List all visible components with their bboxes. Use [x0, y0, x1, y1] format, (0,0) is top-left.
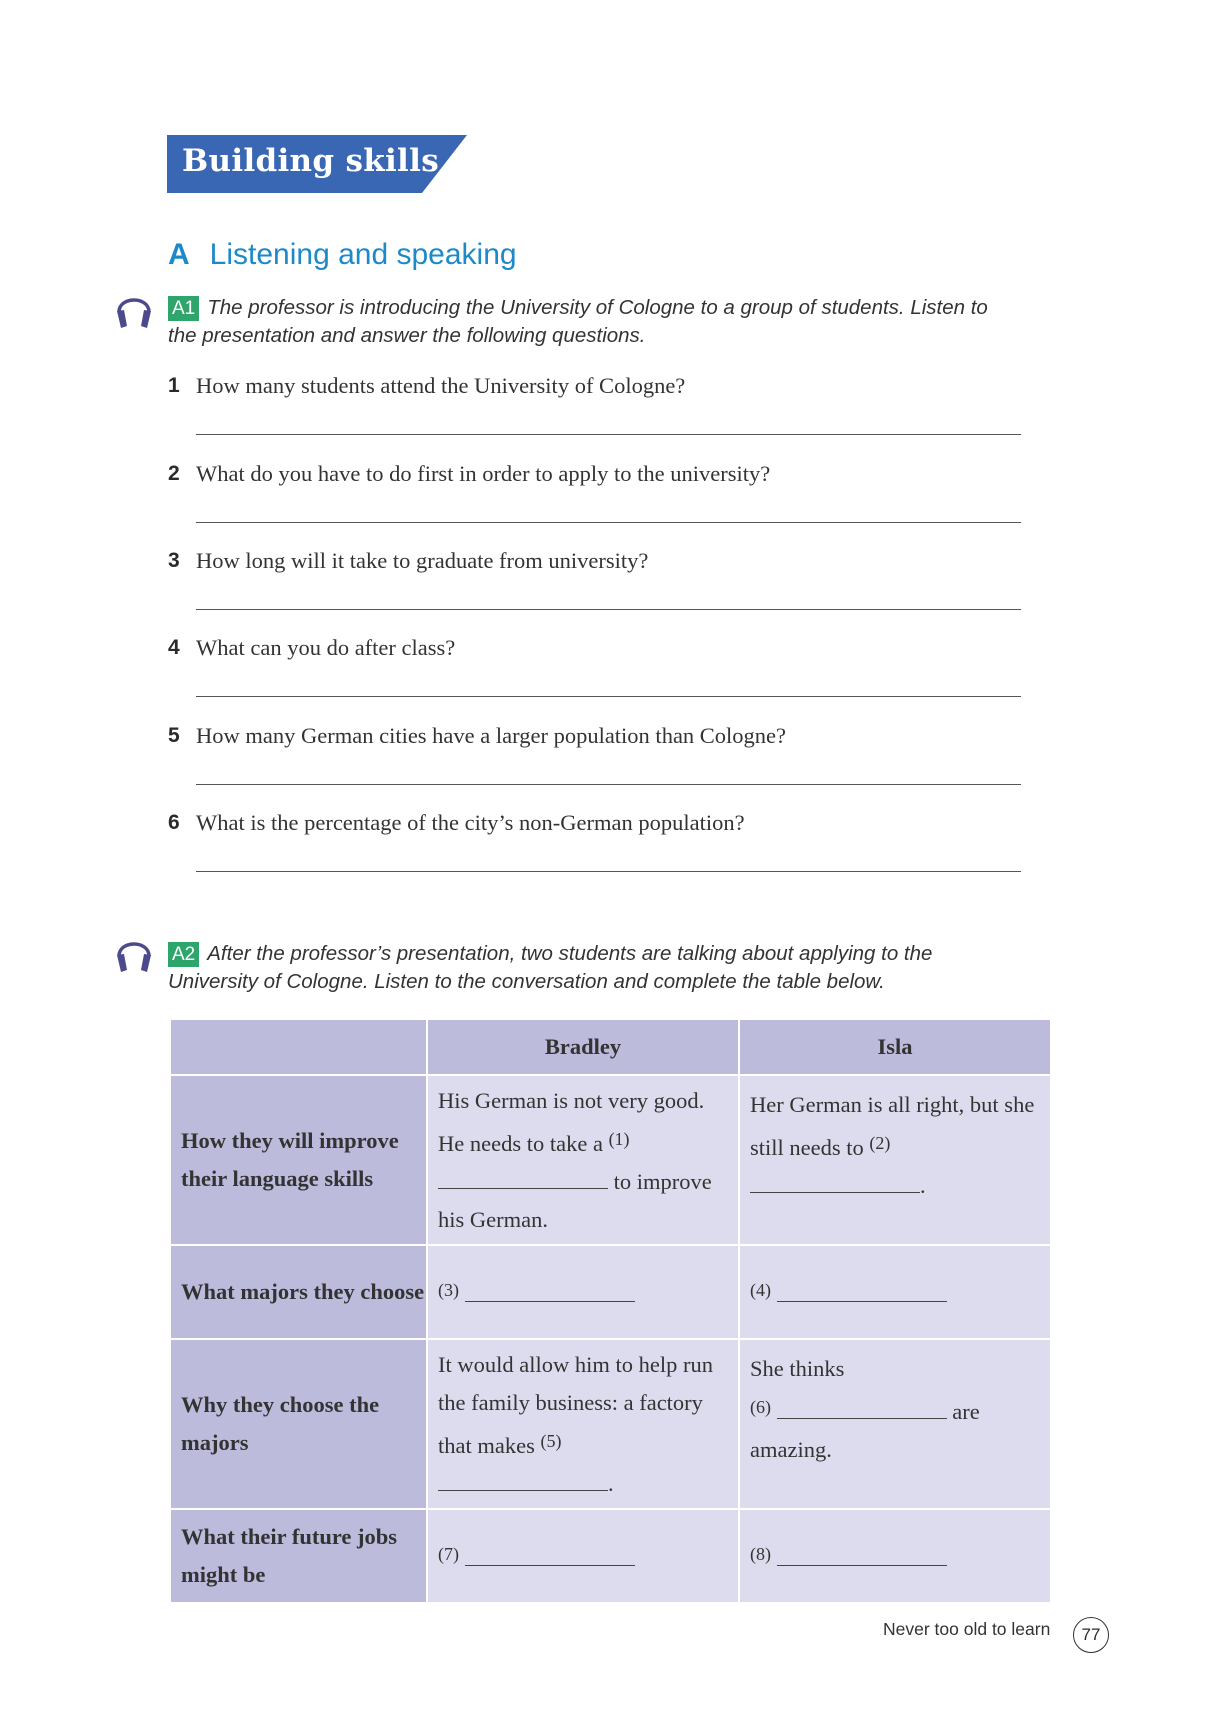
question-text: How many German cities have a larger population than Cologne?	[196, 723, 787, 748]
answer-line[interactable]	[196, 609, 1021, 610]
bradley-cell	[427, 1509, 739, 1603]
row-header: Why they choose the majors	[170, 1339, 427, 1509]
bradley-cell	[427, 1075, 739, 1245]
column-header-isla: Isla	[739, 1019, 1051, 1075]
blank-number: (6)	[750, 1397, 771, 1417]
headphones-icon	[114, 286, 154, 330]
question-number: 5	[168, 724, 180, 747]
banner-title: Building skills	[182, 143, 439, 179]
headphones-icon	[114, 930, 154, 974]
question-number: 2	[168, 462, 180, 485]
page-number: 77	[1073, 1617, 1109, 1653]
question-text: How long will it take to graduate from university?	[196, 548, 649, 573]
table-row	[170, 1339, 1051, 1509]
a2-instruction	[168, 940, 968, 996]
a2-tag: A2	[168, 942, 199, 967]
question-number: 6	[168, 811, 180, 834]
isla-cell	[739, 1245, 1051, 1339]
table-header-row	[170, 1019, 1051, 1075]
answer-blank[interactable]	[465, 1277, 635, 1302]
question-text: What can you do after class?	[196, 635, 456, 660]
cell-text: to improve his German.	[438, 1168, 712, 1232]
question-number: 1	[168, 374, 180, 397]
blank-number: (8)	[750, 1543, 771, 1564]
a1-instruction-text: The professor is introducing the University of Cologne to a group of students. Listen to the presentation and answer the following questions.	[168, 296, 988, 347]
blank-number: (3)	[438, 1279, 459, 1300]
answer-blank[interactable]	[438, 1466, 608, 1491]
a1-instruction	[168, 294, 1008, 350]
column-header-bradley: Bradley	[427, 1019, 739, 1075]
cell-text: .	[608, 1470, 614, 1496]
a1-tag: A1	[168, 296, 199, 321]
question-number: 4	[168, 636, 180, 659]
isla-cell	[739, 1075, 1051, 1245]
cell-text: It would allow him to help run the family business: a factory that makes	[438, 1351, 713, 1458]
row-header: What majors they choose	[170, 1245, 427, 1339]
answer-blank[interactable]	[777, 1394, 947, 1419]
section-banner	[167, 135, 467, 193]
table-row	[170, 1245, 1051, 1339]
row-header: What their future jobs might be	[170, 1509, 427, 1603]
table-row	[170, 1075, 1051, 1245]
cell-text: .	[920, 1173, 926, 1198]
cell-text: She thinks	[750, 1356, 845, 1381]
blank-number: (1)	[608, 1128, 630, 1149]
question-number: 3	[168, 549, 180, 572]
answer-line[interactable]	[196, 434, 1021, 435]
answer-line[interactable]	[196, 784, 1021, 785]
question-text: What is the percentage of the city’s non-German population?	[196, 810, 745, 835]
answer-blank[interactable]	[750, 1168, 920, 1193]
table-corner	[170, 1019, 427, 1075]
cell-text: are amazing.	[750, 1399, 980, 1462]
answer-blank[interactable]	[777, 1277, 947, 1302]
section-heading	[168, 238, 517, 272]
answer-blank[interactable]	[777, 1541, 947, 1566]
answer-line[interactable]	[196, 871, 1021, 872]
a2-instruction-text: After the professor’s presentation, two students are talking about applying to the University of Cologne. Listen to the conversation and complete the table below.	[168, 942, 933, 993]
comparison-table	[169, 1018, 1052, 1604]
answer-line[interactable]	[196, 522, 1021, 523]
cell-text: His German is not very good. He needs to take a	[438, 1087, 705, 1156]
cell-text: Her German is all right, but she still needs to	[750, 1092, 1035, 1160]
isla-cell	[739, 1339, 1051, 1509]
table-row	[170, 1509, 1051, 1603]
blank-number: (4)	[750, 1279, 771, 1300]
question-text: What do you have to do first in order to apply to the university?	[196, 461, 771, 486]
bradley-cell	[427, 1339, 739, 1509]
row-header: How they will improve their language skills	[170, 1075, 427, 1245]
blank-number: (5)	[540, 1430, 562, 1451]
question-text: How many students attend the University of Cologne?	[196, 373, 686, 398]
running-footer: Never too old to learn	[883, 1619, 1051, 1639]
section-title-text: Listening and speaking	[209, 238, 517, 271]
isla-cell	[739, 1509, 1051, 1603]
answer-blank[interactable]	[438, 1164, 608, 1189]
answer-blank[interactable]	[465, 1541, 635, 1566]
bradley-cell	[427, 1245, 739, 1339]
blank-number: (2)	[869, 1133, 891, 1153]
blank-number: (7)	[438, 1543, 459, 1564]
answer-line[interactable]	[196, 696, 1021, 697]
section-letter: A	[168, 238, 190, 271]
